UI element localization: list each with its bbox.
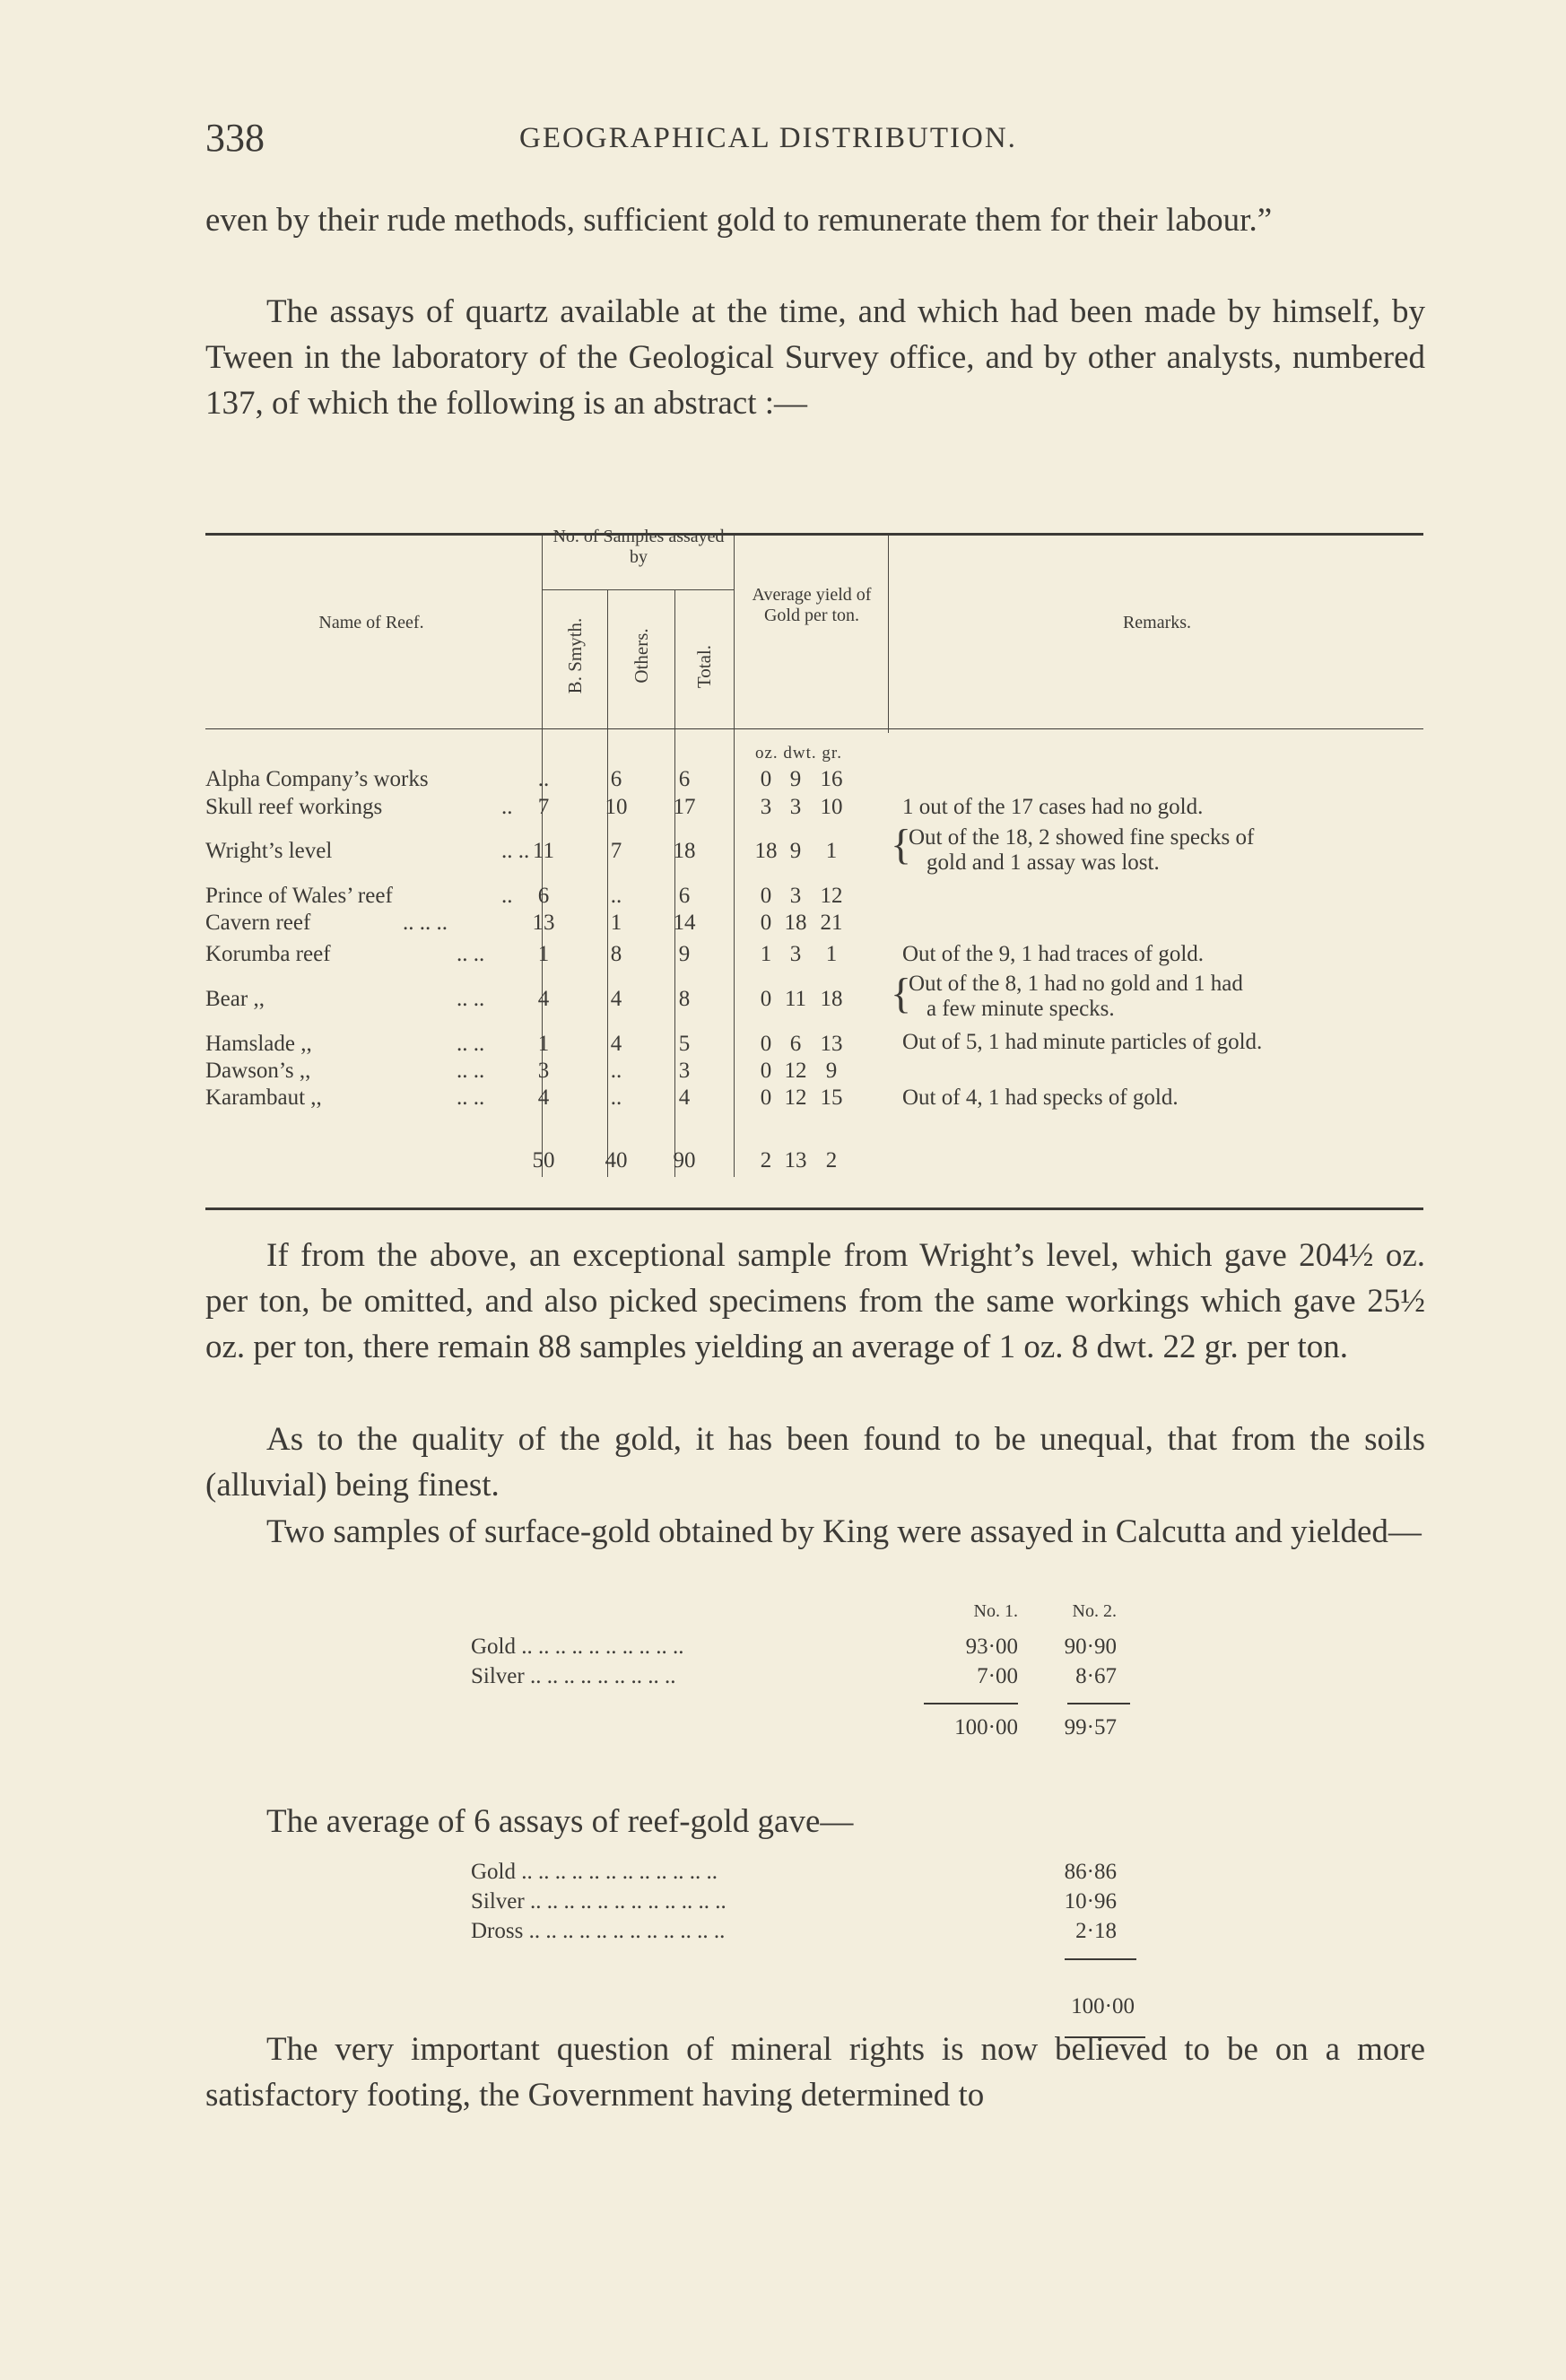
page-number: 338: [205, 116, 265, 160]
header-smyth: B. Smyth.: [564, 617, 586, 694]
assay-value: 90·90: [1064, 1635, 1117, 1659]
paragraph: Two samples of surface-gold obtained by King were assayed in Calcutta and yielded—: [266, 1513, 1422, 1550]
surface-gold-assay: [471, 1601, 1188, 1754]
column-label: No. 1.: [973, 1601, 1018, 1621]
book-page: 338 GEOGRAPHICAL DISTRIBUTION. even by their rude methods, sufficient gold to remunerate them for their labour.” The assays of quartz available at the time, and which had been made by himself, by Tween in the laboratory of the Geological Survey office, and by other analysts, numbered 137, of which the following is an abstract :— Name of Reef. No. of Samples assayed by B. Smyth. Others. Total. Average yield of Gold per ton. Remarks. oz. dwt. gr. Alpha Company’s works .. 6 6 0 9 16 Skull reef workings .. 7 10 17 3 3 10 Wright’s level .. .. 11 7 18 18 9 1 Prince of Wales’ reef .. 6 .. 6 0 3 12 Cavern reef .. .. .. 13 1 14 0 18 21 Korumba reef .. .. 1 8 9 1 3 1 Bear ,, .. .. 4 4 8 0 11 18 Hamslade ,, .. .. 1 4 5 0 6 13 Dawson’s ,, .. .. 3 .. 3 0 12 9 Karambaut ,, .. .. 4 .. 4 0 12 15 50 40 90 2 13 2 1 out of the 17 cases had no gold. { Out of the 18, 2 showed fine specks of gold and 1 assay was lost. Out of the 9, 1 had traces of gold. { Out of the 8, 1 had no gold and 1 had a few minute specks. Out of 5, 1 had minute particles of gold. Out of 4, 1 had specks of gold. If from the above, an exceptional sample from Wright’s level, which gave 204½ oz. per ton, be omitted, and also picked specimens from the same workings which gave 25½ oz. per ton, there remain 88 samples yielding an average of 1 oz. 8 dwt. 22 gr. per ton. As to the quality of the gold, it has been found to be unequal, that from the soils (alluvial) being finest. Two samples of surface-gold obtained by King were assayed in Calcutta and yielded— No. 1. No. 2. Gold .. .. .. .. .. .. .. .. .. .. 93·00 90·90 Silver .. .. .. .. .. .. .. .. .. 7·00 8·67 100·00 99·57 The average of 6 assays of reef-gold gave— Gold .. .. .. .. .. .. .. .. .. .. .. .. 86·86 Silver .. .. .. .. .. .. .. .. .. .. .. .. 10·96 Dross .. .. .. .. .. .. .. .. .. .. .. .. 2·18 100·00 The very important question of mineral rights is now believed to be on a more satisfactory footing, the Government having determined to: [0, 0, 1566, 2380]
assay-value: 7·00: [977, 1664, 1018, 1688]
assay-total: 100·00: [1071, 1994, 1135, 2018]
table-top-rule: [205, 533, 1423, 536]
remark: a few minute specks.: [927, 997, 1115, 1021]
brace-mark: {: [891, 970, 912, 1017]
header-total: Total.: [693, 644, 715, 689]
paragraph: The average of 6 assays of reef-gold gave—: [266, 1803, 854, 1840]
paragraph: The very important question of mineral rights is now believed to be on a more satisfactory footing, the Government having determined to: [205, 2031, 1425, 2114]
assay-label: Silver .. .. .. .. .. .. .. .. .. .. .. ..: [471, 1889, 726, 1914]
paragraph: As to the quality of the gold, it has been found to be unequal, that from the soils (alluvial) being finest.: [205, 1421, 1425, 1504]
paragraph: If from the above, an exceptional sample from Wright’s level, which gave 204½ oz. per ton, be omitted, and also picked specimens from the same workings which gave 25½ oz. per ton, there remain 88 samples yielding an average of 1 oz. 8 dwt. 22 gr. per ton.: [205, 1237, 1425, 1365]
remark: Out of the 9, 1 had traces of gold.: [902, 942, 1205, 966]
assay-value: 8·67: [1075, 1664, 1117, 1688]
running-head: [205, 115, 1425, 169]
assay-total: 99·57: [1064, 1715, 1117, 1739]
remark: Out of the 18, 2 showed fine specks of: [909, 825, 1255, 850]
assay-label: Silver .. .. .. .. .. .. .. .. ..: [471, 1664, 676, 1688]
remark: 1 out of the 17 cases had no gold.: [902, 795, 1204, 819]
brace-mark: {: [891, 821, 912, 868]
assay-label: Gold .. .. .. .. .. .. .. .. .. ..: [471, 1635, 684, 1659]
remark: gold and 1 assay was lost.: [927, 850, 1160, 875]
header-remarks: Remarks.: [1122, 613, 1192, 632]
remark: Out of the 8, 1 had no gold and 1 had: [909, 972, 1243, 996]
assay-total: 100·00: [954, 1715, 1018, 1739]
units-label: oz. dwt. gr.: [755, 744, 842, 763]
header-others: Others.: [631, 628, 652, 684]
header-samples-group: No. of Samples assayed by: [552, 527, 725, 567]
remark: Out of 5, 1 had minute particles of gold.: [902, 1030, 1263, 1054]
assay-value: 10·96: [1064, 1889, 1117, 1914]
table-header-rule: [205, 728, 1423, 729]
assay-label: Dross .. .. .. .. .. .. .. .. .. .. .. ..: [471, 1919, 726, 1943]
page-title: GEOGRAPHICAL DISTRIBUTION.: [519, 122, 1017, 154]
paragraph: The assays of quartz available at the time, and which had been made by himself, by Tween in the laboratory of the Geological Survey office, and by other analysts, numbered 137, of which the following is an abstract :—: [205, 293, 1425, 422]
remark: Out of 4, 1 had specks of gold.: [902, 1085, 1179, 1110]
assay-value: 86·86: [1064, 1860, 1117, 1884]
reef-gold-assay: [471, 1860, 1188, 2048]
assay-value: 93·00: [965, 1635, 1018, 1659]
assay-value: 2·18: [1075, 1919, 1117, 1943]
assay-label: Gold .. .. .. .. .. .. .. .. .. .. .. ..: [471, 1860, 718, 1884]
header-name-of-reef: Name of Reef.: [318, 613, 424, 632]
table-bottom-rule: [205, 1207, 1423, 1210]
header-average-yield: Average yield of Gold per ton.: [752, 585, 872, 625]
paragraph: even by their rude methods, sufficient gold to remunerate them for their labour.”: [205, 202, 1273, 239]
column-label: No. 2.: [1072, 1601, 1117, 1621]
